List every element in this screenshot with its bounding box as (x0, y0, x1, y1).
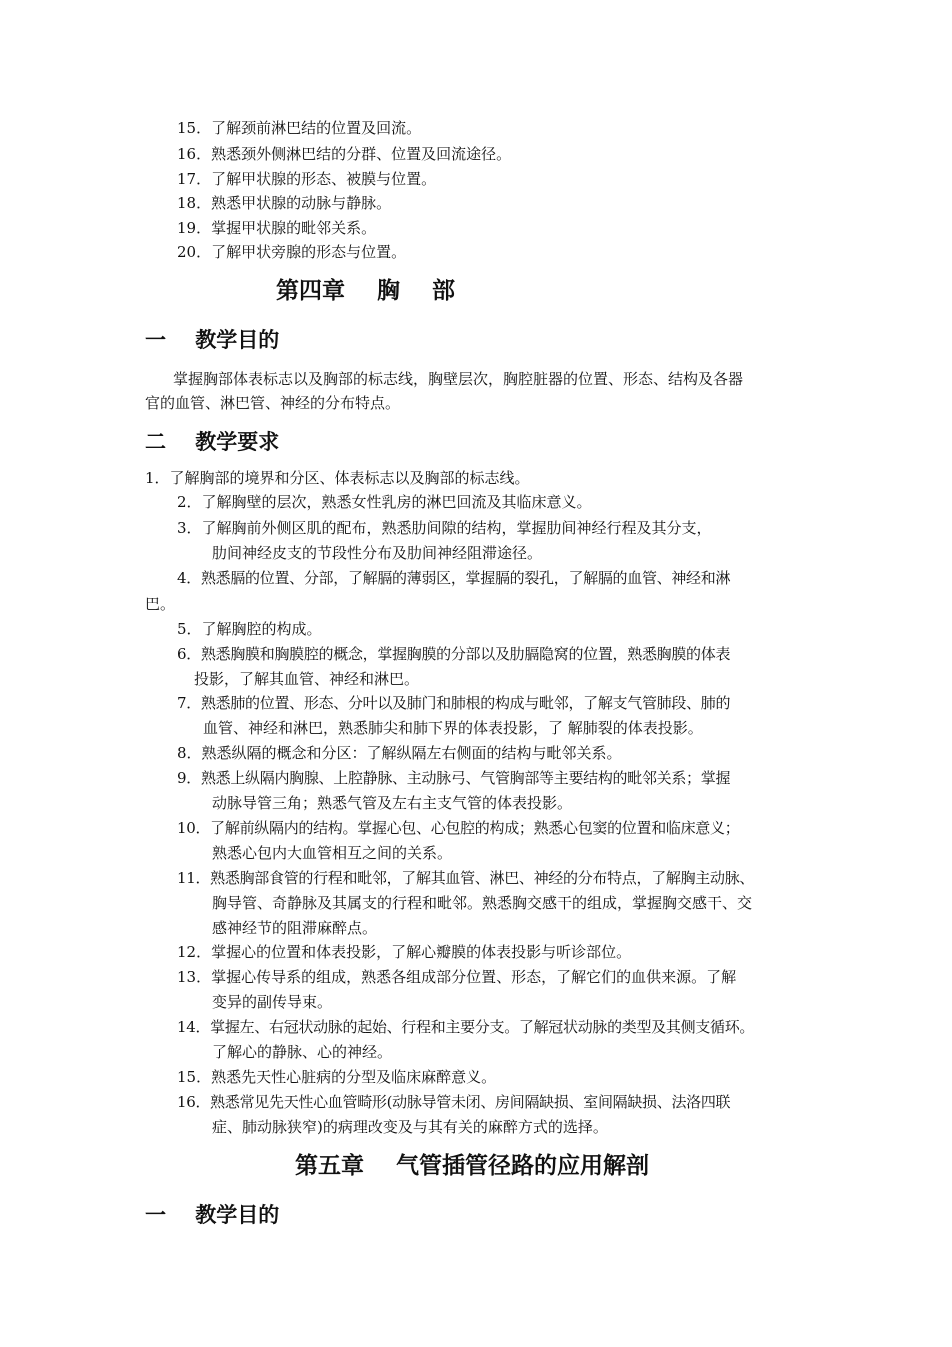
list-item: 9．熟悉上纵隔内胸腺、上腔静脉、主动脉弓、气管胸部等主要结构的毗邻关系；掌握 (177, 769, 731, 787)
list-item: 16．熟悉颈外侧淋巴结的分群、位置及回流途径。 (177, 145, 512, 163)
list-item: 19．掌握甲状腺的毗邻关系。 (177, 219, 377, 237)
list-item: 16．熟悉常见先天性心血管畸形(动脉导管未闭、房间隔缺损、室间隔缺损、法洛四联 (177, 1093, 731, 1111)
list-item: 12．掌握心的位置和体表投影，了解心瓣膜的体表投影与听诊部位。 (177, 943, 632, 961)
list-item: 11．熟悉胸部食管的行程和毗邻，了解其血管、淋巴、神经的分布特点，了解胸主动脉、 (177, 869, 755, 887)
list-item-continuation: 熟悉心包内大血管相互之间的关系。 (212, 844, 453, 862)
list-item: 18．熟悉甲状腺的动脉与静脉。 (177, 194, 392, 212)
paragraph-line: 官的血管、淋巴管、神经的分布特点。 (145, 394, 401, 412)
section-heading: 一 教学目的 (145, 1203, 280, 1227)
chapter-title: 第四章 胸 部 (276, 278, 456, 304)
list-item: 17．了解甲状腺的形态、被膜与位置。 (177, 170, 437, 188)
list-item: 13．掌握心传导系的组成，熟悉各组成部分位置、形态，了解它们的血供来源。了解 (177, 968, 737, 986)
list-item-continuation: 变异的副传导束。 (212, 993, 333, 1011)
list-item-continuation: 巴。 (145, 595, 176, 613)
list-item: 15．了解颈前淋巴结的位置及回流。 (177, 119, 422, 137)
list-item-continuation: 症、肺动脉狭窄)的病理改变及与其有关的麻醉方式的选择。 (212, 1118, 608, 1136)
list-item-continuation: 血管、神经和淋巴，熟悉肺尖和肺下界的体表投影，了 解肺裂的体表投影。 (203, 719, 703, 737)
list-item: 20．了解甲状旁腺的形态与位置。 (177, 243, 407, 261)
section-heading: 二 教学要求 (145, 430, 280, 454)
list-item-continuation: 投影，了解其血管、神经和淋巴。 (194, 670, 420, 688)
list-item: 14．掌握左、右冠状动脉的起始、行程和主要分支。了解冠状动脉的类型及其侧支循环。 (177, 1018, 755, 1036)
list-item: 4．熟悉膈的位置、分部，了解膈的薄弱区，掌握膈的裂孔，了解膈的血管、神经和淋 (177, 569, 731, 587)
paragraph-line: 掌握胸部体表标志以及胸部的标志线，胸壁层次，胸腔脏器的位置、形态、结构及各器 (173, 370, 744, 388)
list-item: 2．了解胸壁的层次，熟悉女性乳房的淋巴回流及其临床意义。 (177, 493, 592, 511)
list-item: 15．熟悉先天性心脏病的分型及临床麻醉意义。 (177, 1068, 497, 1086)
list-item: 8．熟悉纵隔的概念和分区：了解纵隔左右侧面的结构与毗邻关系。 (177, 744, 622, 762)
list-item-continuation: 胸导管、奇静脉及其属支的行程和毗邻。熟悉胸交感干的组成，掌握胸交感干、交 (212, 894, 753, 912)
list-item-continuation: 了解心的静脉、心的神经。 (212, 1043, 393, 1061)
list-item: 10．了解前纵隔内的结构。掌握心包、心包腔的构成；熟悉心包窦的位置和临床意义； (177, 819, 740, 837)
chapter-title: 第五章 气管插管径路的应用解剖 (295, 1153, 650, 1179)
section-heading: 一 教学目的 (145, 328, 280, 352)
list-item: 3．了解胸前外侧区肌的配布，熟悉肋间隙的结构，掌握肋间神经行程及其分支， (177, 519, 712, 537)
list-item-continuation: 感神经节的阻滞麻醉点。 (212, 919, 378, 937)
list-item: 7．熟悉肺的位置、形态、分叶以及肺门和肺根的构成与毗邻，了解支气管肺段、肺的 (177, 694, 731, 712)
list-item-continuation: 动脉导管三角；熟悉气管及左右主支气管的体表投影。 (212, 794, 573, 812)
list-item: 6．熟悉胸膜和胸膜腔的概念，掌握胸膜的分部以及肋膈隐窝的位置，熟悉胸膜的体表 (177, 645, 731, 663)
list-item-continuation: 肋间神经皮支的节段性分布及肋间神经阻滞途径。 (212, 544, 543, 562)
list-item: 1．了解胸部的境界和分区、体表标志以及胸部的标志线。 (145, 469, 530, 487)
list-item: 5．了解胸腔的构成。 (177, 620, 322, 638)
